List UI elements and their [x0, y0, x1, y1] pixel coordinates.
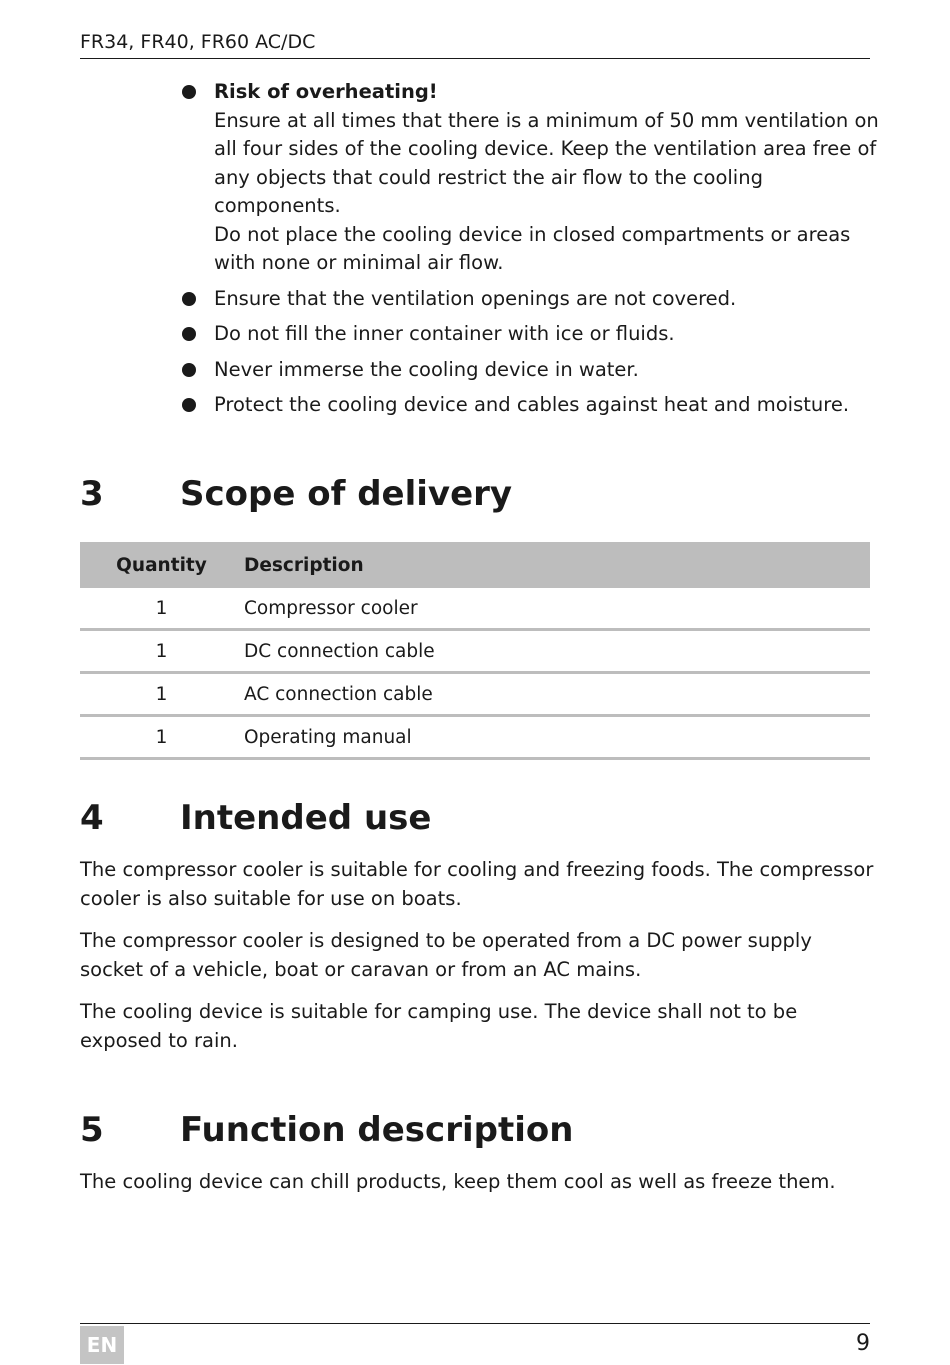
- paragraph: The cooling device is suitable for camping use. The device shall not to be exposed to rain.: [80, 1000, 798, 1052]
- safety-bullet-list: [180, 78, 880, 427]
- list-item: [180, 285, 880, 314]
- bullet-text: Protect the cooling device and cables against heat and moisture.: [214, 393, 850, 416]
- paragraph: The compressor cooler is suitable for cooling and freezing foods. The compressor cooler is also suitable for use on boats.: [80, 858, 874, 910]
- delivery-table: [80, 542, 870, 760]
- section-title: Scope of delivery: [180, 474, 513, 514]
- warning-text: Do not place the cooling device in closed compartments or areas with none or minimal air flow.: [214, 222, 851, 274]
- page-number: 9: [856, 1331, 870, 1356]
- description-cell: Compressor cooler: [243, 588, 870, 630]
- quantity-cell: 1: [80, 588, 243, 630]
- description-cell: AC connection cable: [243, 673, 870, 716]
- bullet-icon: [182, 292, 196, 306]
- table-row: [80, 588, 870, 630]
- warning-text: Ensure at all times that there is a minimum of 50 mm ventilation on all four sides of the cooling device. Keep the ventilation area free of any objects that could restrict the air flow to the cooling components.: [214, 108, 879, 217]
- list-item: [180, 320, 880, 349]
- section-number: 3: [80, 474, 104, 514]
- table-row: [80, 630, 870, 673]
- table-row: [80, 716, 870, 759]
- list-item: [180, 356, 880, 385]
- quantity-cell: 1: [80, 630, 243, 673]
- list-item: [180, 78, 880, 278]
- section-number: 5: [80, 1110, 104, 1150]
- warning-title: Risk of overheating!: [214, 80, 438, 103]
- section-title: Function description: [180, 1110, 574, 1150]
- section-heading-scope: [80, 474, 512, 514]
- bullet-icon: [182, 327, 196, 341]
- description-cell: DC connection cable: [243, 630, 870, 673]
- paragraph: The cooling device can chill products, keep them cool as well as freeze them.: [80, 1170, 836, 1193]
- column-header-description: Description: [243, 542, 870, 588]
- language-badge: EN: [80, 1326, 124, 1364]
- bullet-text: Do not fill the inner container with ice or fluids.: [214, 322, 675, 345]
- page-header: [80, 28, 870, 59]
- document-title: FR34, FR40, FR60 AC/DC: [80, 31, 316, 53]
- column-header-quantity: Quantity: [80, 542, 243, 588]
- bullet-icon: [182, 85, 196, 99]
- table-row: [80, 673, 870, 716]
- table-header-row: [80, 542, 870, 588]
- section-number: 4: [80, 798, 104, 838]
- bullet-text: Ensure that the ventilation openings are not covered.: [214, 286, 737, 310]
- bullet-text: Never immerse the cooling device in water.: [214, 357, 639, 381]
- bullet-icon: [182, 398, 196, 412]
- paragraph: The compressor cooler is designed to be operated from a DC power supply socket of a vehicle, boat or caravan or from an AC mains.: [80, 929, 812, 981]
- section-heading-intended-use: [80, 798, 431, 838]
- quantity-cell: 1: [80, 716, 243, 759]
- section-heading-function: [80, 1110, 573, 1150]
- section-title: Intended use: [180, 798, 432, 838]
- list-item: [180, 391, 880, 420]
- footer-divider: [80, 1323, 870, 1324]
- quantity-cell: 1: [80, 673, 243, 716]
- description-cell: Operating manual: [243, 716, 870, 759]
- bullet-icon: [182, 363, 196, 377]
